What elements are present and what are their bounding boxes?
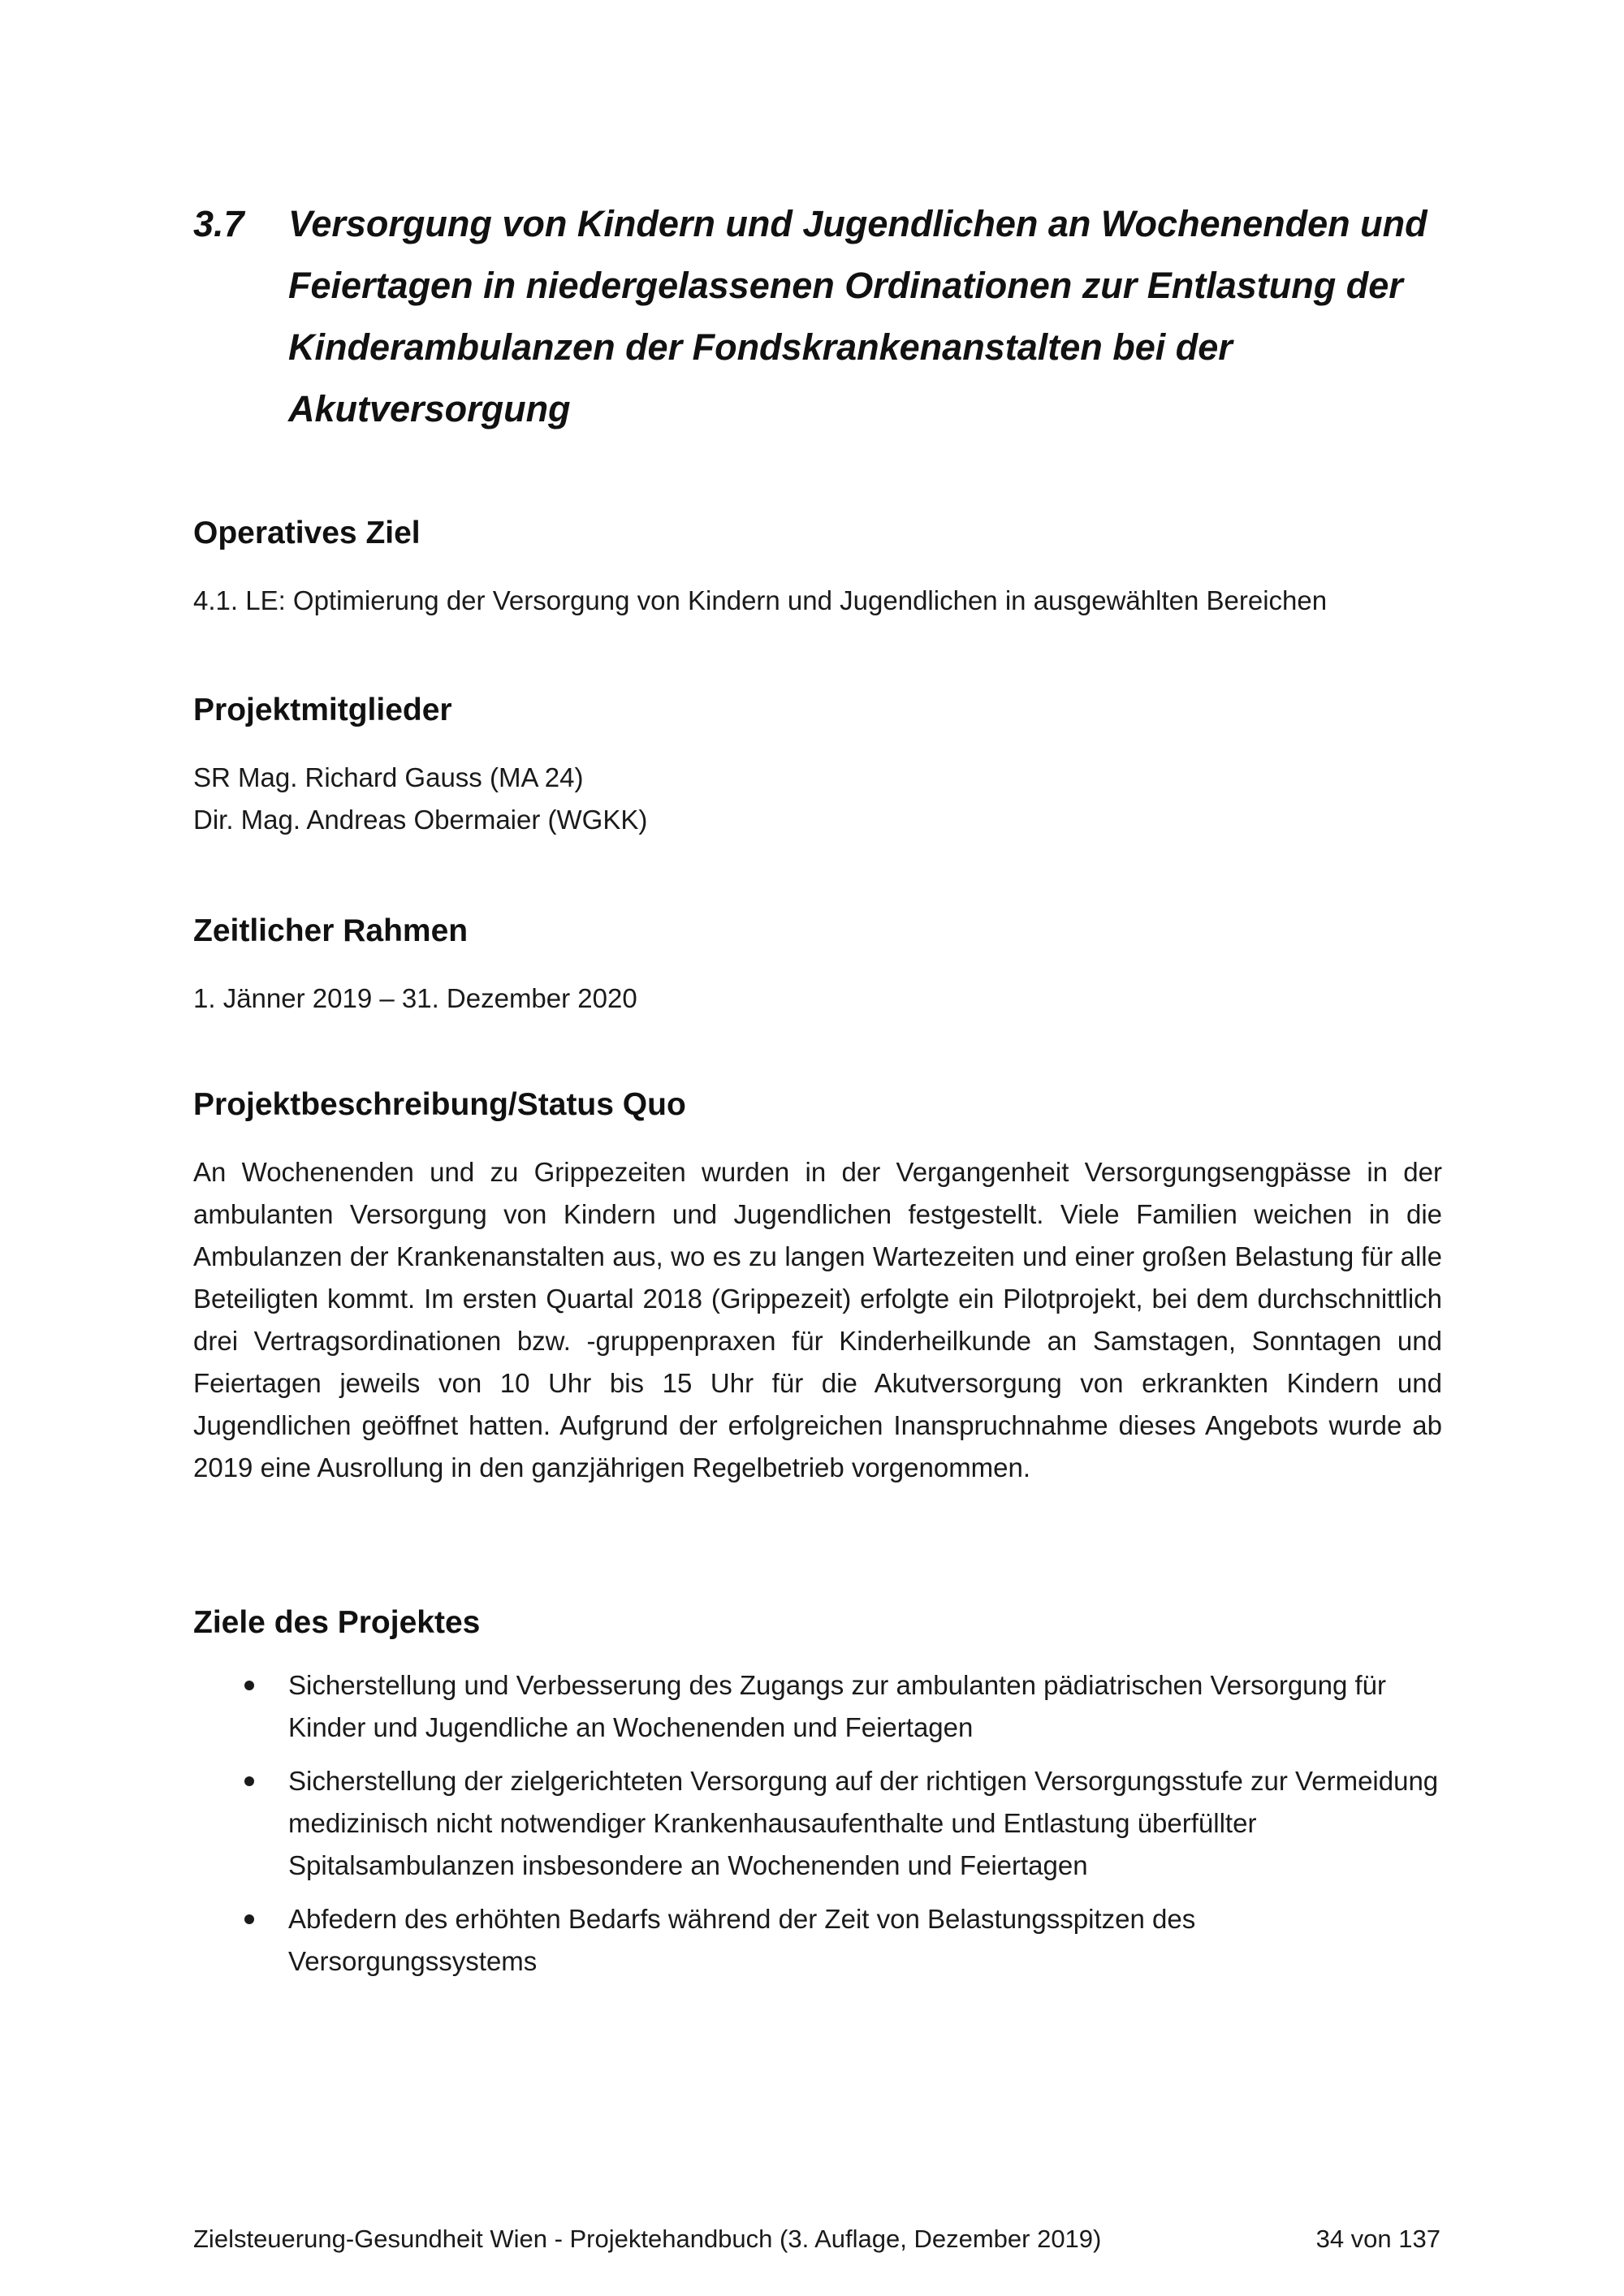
heading-operatives-ziel: Operatives Ziel xyxy=(193,516,421,550)
heading-projektbeschreibung: Projektbeschreibung/Status Quo xyxy=(193,1087,686,1122)
chapter-title: Versorgung von Kindern und Jugendlichen an Wochenenden und Feiertagen in niedergelassenen Ordinationen zur Entlastung der Kinderambulanzen der Fondskrankenanstalten bei der Akutversorgung xyxy=(288,203,1427,429)
list-item xyxy=(193,1898,1444,1983)
ziele-list xyxy=(193,1664,1444,1994)
chapter-number: 3.7 xyxy=(193,203,244,244)
page-number: 34 von 137 xyxy=(1315,2225,1440,2253)
bullet-icon xyxy=(244,1914,254,1924)
list-item-text: Abfedern des erhöhten Bedarfs während der Zeit von Belastungsspitzen des Versorgungssystems xyxy=(288,1904,1196,1976)
list-item-text: Sicherstellung der zielgerichteten Versorgung auf der richtigen Versorgungsstufe zur Vermeidung medizinisch nicht notwendiger Krankenhausaufenthalte und Entlastung überfüllter Spitalsambulanzen insbesondere an Wochenenden und Feiertagen xyxy=(288,1766,1439,1880)
list-item-text: Sicherstellung und Verbesserung des Zugangs zur ambulanten pädiatrischen Versorgung für Kinder und Jugendliche an Wochenenden und Feiertagen xyxy=(288,1670,1387,1742)
member-item: Dir. Mag. Andreas Obermaier (WGKK) xyxy=(193,805,648,835)
heading-zeitlicher-rahmen: Zeitlicher Rahmen xyxy=(193,913,469,948)
list-item xyxy=(193,1760,1444,1887)
heading-ziele: Ziele des Projektes xyxy=(193,1605,481,1640)
projektbeschreibung-text: An Wochenenden und zu Grippezeiten wurden in der Vergangenheit Versorgungsengpässe in der ambulanten Versorgung von Kindern und Jugendlichen festgestellt. Viele Familien weichen in die Ambulanzen der Krankenanstalten aus, wo es zu langen Wartezeiten und einer großen Belastung für alle Beteiligten kommt. Im ersten Quartal 2018 (Grippezeit) erfolgte ein Pilotprojekt, bei dem durchschnittlich drei Vertragsordinationen bzw. -gruppenpraxen für Kinderheilkunde an Samstagen, Sonntagen und Feiertagen jeweils von 10 Uhr bis 15 Uhr für die Akutversorgung von erkrankten Kindern und Jugendlichen geöffnet hatten. Aufgrund der erfolgreichen Inanspruchnahme dieses Angebots wurde ab 2019 eine Ausrollung in den ganzjährigen Regelbetrieb vorgenommen. xyxy=(193,1157,1442,1482)
bullet-icon xyxy=(244,1776,254,1786)
footer-title: Zielsteuerung-Gesundheit Wien - Projektehandbuch (3. Auflage, Dezember 2019) xyxy=(193,2225,1102,2253)
heading-projektmitglieder: Projektmitglieder xyxy=(193,693,452,727)
member-list xyxy=(193,757,1442,841)
bullet-icon xyxy=(244,1681,254,1690)
operatives-ziel-text: 4.1. LE: Optimierung der Versorgung von Kindern und Jugendlichen in ausgewählten Bereichen xyxy=(193,585,1328,615)
list-item xyxy=(193,1664,1444,1749)
member-item: SR Mag. Richard Gauss (MA 24) xyxy=(193,762,584,792)
zeitlicher-rahmen-text: 1. Jänner 2019 – 31. Dezember 2020 xyxy=(193,983,637,1013)
